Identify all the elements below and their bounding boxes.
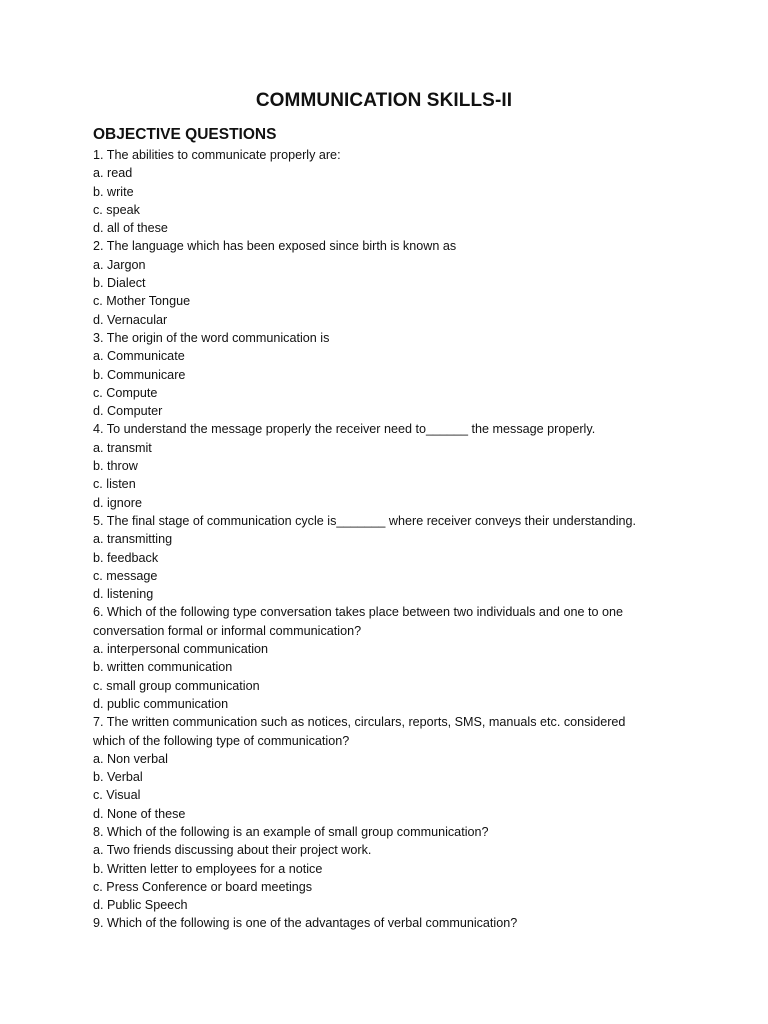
answer-option: b. Written letter to employees for a notice bbox=[93, 861, 323, 876]
answer-option: b. write bbox=[93, 184, 134, 199]
answer-option: a. Non verbal bbox=[93, 751, 168, 766]
answer-option: c. Mother Tongue bbox=[93, 294, 191, 309]
section-heading: OBJECTIVE QUESTIONS bbox=[93, 126, 277, 143]
answer-option: d. all of these bbox=[93, 221, 168, 236]
answer-option: d. public communication bbox=[93, 696, 229, 711]
answer-option: c. message bbox=[93, 568, 158, 583]
answer-option: c. small group communication bbox=[93, 678, 260, 693]
answer-option: d. Vernacular bbox=[93, 312, 168, 327]
answer-option: a. transmit bbox=[93, 440, 152, 455]
answer-option: a. Jargon bbox=[93, 257, 146, 272]
answer-option: c. speak bbox=[93, 202, 140, 217]
question-text: 7. The written communication such as notices, circulars, reports, SMS, manuals etc. considered bbox=[93, 715, 626, 730]
question-text-continuation: conversation formal or informal communication? bbox=[93, 623, 362, 638]
question-text: 8. Which of the following is an example of small group communication? bbox=[93, 824, 489, 839]
question-text: 4. To understand the message properly the receiver need to______ the message properly. bbox=[93, 422, 596, 437]
answer-option: d. listening bbox=[93, 587, 154, 602]
question-text: 3. The origin of the word communication is bbox=[93, 330, 330, 345]
answer-option: b. Verbal bbox=[93, 770, 143, 785]
question-text: 1. The abilities to communicate properly are: bbox=[93, 148, 341, 162]
question-text: 2. The language which has been exposed since birth is known as bbox=[93, 239, 457, 254]
answer-option: b. feedback bbox=[93, 550, 159, 565]
answer-option: c. listen bbox=[93, 477, 136, 492]
answer-option: a. transmitting bbox=[93, 532, 173, 547]
answer-option: b. written communication bbox=[93, 660, 233, 675]
question-list bbox=[93, 146, 693, 933]
answer-option: a. read bbox=[93, 166, 133, 181]
answer-option: a. Two friends discussing about their project work. bbox=[93, 843, 372, 858]
answer-option: d. None of these bbox=[93, 806, 186, 821]
question-text-continuation: which of the following type of communication? bbox=[93, 733, 350, 748]
answer-option: b. throw bbox=[93, 459, 138, 474]
question-text: 5. The final stage of communication cycle is_______ where receiver conveys their understanding. bbox=[93, 513, 637, 528]
answer-option: d. ignore bbox=[93, 495, 143, 510]
answer-option: b. Communicare bbox=[93, 367, 186, 382]
document-title: COMMUNICATION SKILLS-II bbox=[255, 90, 513, 111]
answer-option: c. Visual bbox=[93, 788, 141, 803]
question-text: 6. Which of the following type conversation takes place between two individuals and one to one bbox=[93, 605, 623, 620]
answer-option: d. Public Speech bbox=[93, 898, 188, 913]
answer-option: d. Computer bbox=[93, 404, 163, 419]
answer-option: c. Compute bbox=[93, 385, 158, 400]
answer-option: a. interpersonal communication bbox=[93, 642, 269, 657]
question-text: 9. Which of the following is one of the advantages of verbal communication? bbox=[93, 916, 518, 931]
answer-option: c. Press Conference or board meetings bbox=[93, 879, 313, 894]
answer-option: b. Dialect bbox=[93, 276, 146, 291]
answer-option: a. Communicate bbox=[93, 349, 185, 364]
